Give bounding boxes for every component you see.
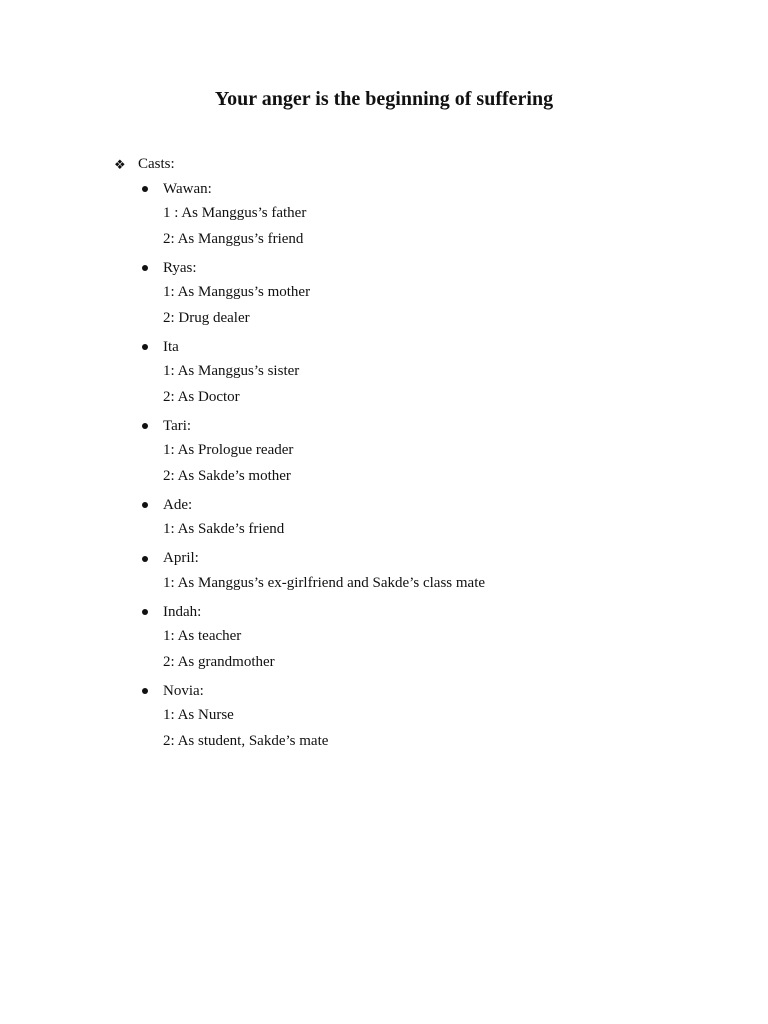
cast-role: 2: As student, Sakde’s mate: [163, 732, 329, 749]
cast-name-row: [138, 177, 698, 201]
cast-role: 1: As teacher: [163, 628, 242, 644]
cast-name: Tari:: [163, 417, 192, 434]
bullet-dot-icon: [142, 688, 148, 694]
cast-name: April:: [163, 550, 199, 566]
cast-name-row: [138, 256, 698, 280]
cast-role: 1: As Manggus’s ex-girlfriend and Sakde’s class mate: [163, 574, 486, 591]
cast-role: 1: As Sakde’s friend: [163, 521, 285, 537]
cast-item: [138, 335, 698, 410]
cast-item: [138, 679, 698, 754]
cast-name-row: [138, 547, 698, 571]
cast-name: Indah:: [163, 603, 202, 620]
cast-name: Novia:: [163, 682, 204, 699]
cast-role: 1: As Manggus’s sister: [163, 363, 300, 379]
cast-item: [138, 493, 698, 543]
bullet-dot-icon: [142, 556, 148, 562]
bullet-dot-icon: [142, 265, 148, 271]
cast-name-row: [138, 493, 698, 517]
document-title: Your anger is the beginning of suffering: [214, 88, 554, 110]
bullet-dot-icon: [142, 502, 148, 508]
cast-role: 2: As Manggus’s friend: [163, 230, 304, 247]
cast-list: [138, 177, 698, 758]
cast-name-row: [138, 335, 698, 359]
bullet-dot-icon: [142, 423, 148, 429]
cast-item: [138, 177, 698, 252]
casts-section: [114, 153, 714, 749]
casts-heading: Casts:: [138, 155, 175, 172]
cast-item: [138, 600, 698, 675]
cast-name-row: [138, 600, 698, 624]
cast-role: 2: Drug dealer: [163, 309, 250, 326]
cast-name: Ade:: [163, 496, 193, 513]
cast-name: Ita: [163, 338, 179, 355]
cast-role: 2: As Sakde’s mother: [163, 467, 291, 484]
bullet-dot-icon: [142, 609, 148, 615]
cast-item: [138, 414, 698, 489]
bullet-dot-icon: [142, 186, 148, 192]
cast-item: [138, 547, 698, 597]
cast-role: 1: As Prologue reader: [163, 442, 294, 458]
cast-role: 2: As grandmother: [163, 653, 275, 670]
cast-role: 1 : As Manggus’s father: [163, 205, 307, 221]
cast-name: Ryas:: [163, 259, 197, 276]
cast-name-row: [138, 414, 698, 438]
cast-name-row: [138, 679, 698, 703]
cast-name: Wawan:: [163, 180, 212, 197]
cast-role: 2: As Doctor: [163, 388, 240, 405]
bullet-dot-icon: [142, 344, 148, 350]
cast-item: [138, 256, 698, 331]
cast-role: 1: As Manggus’s mother: [163, 284, 311, 300]
cast-role: 1: As Nurse: [163, 707, 234, 723]
casts-heading-row: [114, 153, 714, 175]
diamond-bullet-icon: ❖: [114, 156, 126, 172]
